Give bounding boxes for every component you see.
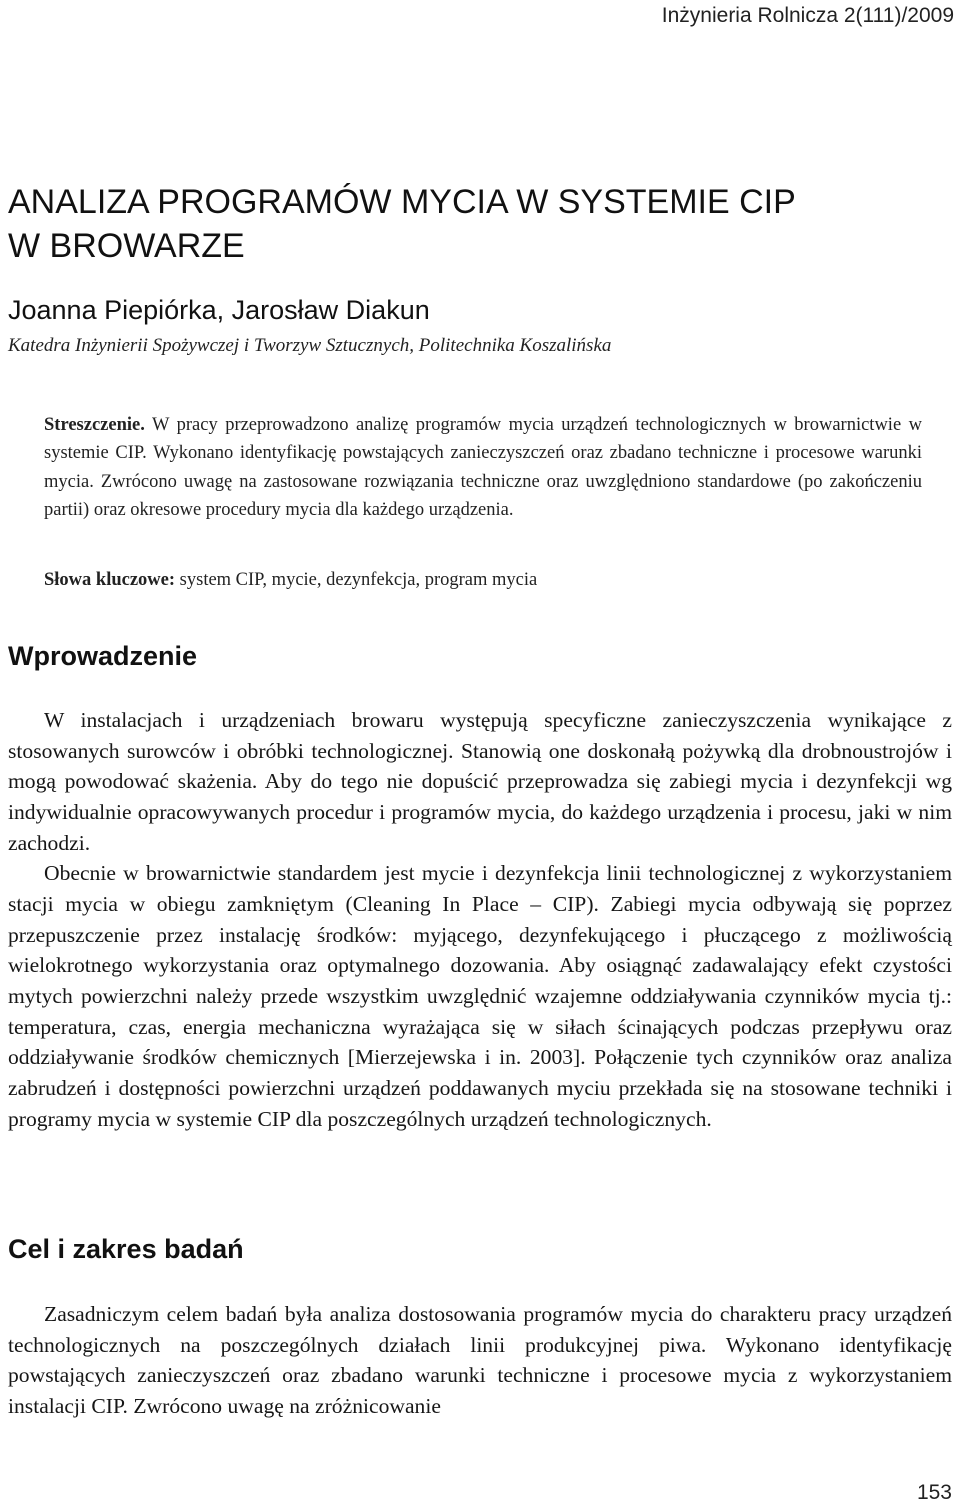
body-paragraph: Obecnie w browarnictwie standardem jest mycie i dezynfekcja linii technologicznej z wykorzystaniem stacji mycia w obiegu zamkniętym (Cleaning In Place – CIP). Zabiegi mycia odbywają się poprzez przepuszczenie przez instalację środków: myjącego, dezynfekującego i płuczącego z możliwością wielokrotnego wykorzystania oraz optymalnego dozowania. Aby osiągnąć zadawalający efekt czystości mytych powierzchni należy przede wszystkim uwzględnić wzajemne oddziaływania czynników mycia tj.: temperatura, czas, energia mechaniczna wyrażająca się w siłach ścinających podczas przepływu oraz oddziaływanie środków chemicznych [Mierzejewska i in. 2003]. Połączenie tych czynników oraz analiza zabrudzeń i dostępności powierzchni urządzeń poddawanych myciu przekłada się na stosowane techniki i programy mycia w systemie CIP dla poszczególnych urządzeń technologicznych. <box>8 861 952 1131</box>
affiliation: Katedra Inżynierii Spożywczej i Tworzyw Sztucznych, Politechnika Koszalińska <box>8 335 612 356</box>
section-heading-cel-i-zakres: Cel i zakres badań <box>8 1234 244 1264</box>
keywords-label: Słowa kluczowe: <box>44 570 176 590</box>
running-head: Inżynieria Rolnicza 2(111)/2009 <box>661 4 954 27</box>
article-title-line-1: ANALIZA PROGRAMÓW MYCIA W SYSTEMIE CIP <box>8 183 796 221</box>
body-paragraph: Zasadniczym celem badań była analiza dostosowania programów mycia do charakteru pracy urządzeń technologicznych na poszczególnych działach linii produkcyjnej piwa. Wykonano identyfikację powstających zanieczyszczeń oraz zbadano warunki techniczne i procesowe mycia z wykorzystaniem instalacji CIP. Zwrócono uwagę na zróżnicowanie <box>8 1302 952 1418</box>
body-paragraph: W instalacjach i urządzeniach browaru występują specyficzne zanieczyszczenia wynikające z stosowanych surowców i obróbki technologicznej. Stanowią one doskonałą pożywką dla drobnoustrojów i mogą powodować skażenia. Aby do tego nie dopuścić przeprowadza się zabiegi mycia i dezynfekcji wg indywidualnie opracowywanych procedur i programów mycia, do każdego urządzenia i procesu, jaki w nim zachodzi. <box>8 708 952 855</box>
keywords <box>44 566 922 594</box>
section-body-wprowadzenie <box>8 705 952 1134</box>
authors: Joanna Piepiórka, Jarosław Diakun <box>8 295 430 325</box>
abstract-text: W pracy przeprowadzono analizę programów mycia urządzeń technologicznych w browarnictwie w systemie CIP. Wykonano identyfikację powstających zanieczyszczeń oraz zbadano techniczne i procesowe warunki mycia. Zwrócono uwagę na zastosowane rozwiązania techniczne oraz uwzględniono standardowe (po zakończeniu partii) oraz okresowe procedury mycia dla każdego urządzenia. <box>44 415 922 520</box>
keywords-text: system CIP, mycie, dezynfekcja, program mycia <box>175 570 538 590</box>
abstract-label: Streszczenie. <box>44 415 145 435</box>
page-number: 153 <box>916 1481 952 1504</box>
section-body-cel-i-zakres <box>8 1299 952 1422</box>
section-heading-wprowadzenie: Wprowadzenie <box>8 641 198 671</box>
abstract <box>44 411 922 524</box>
article-title <box>8 180 938 268</box>
article-title-line-2: W BROWARZE <box>8 227 245 265</box>
